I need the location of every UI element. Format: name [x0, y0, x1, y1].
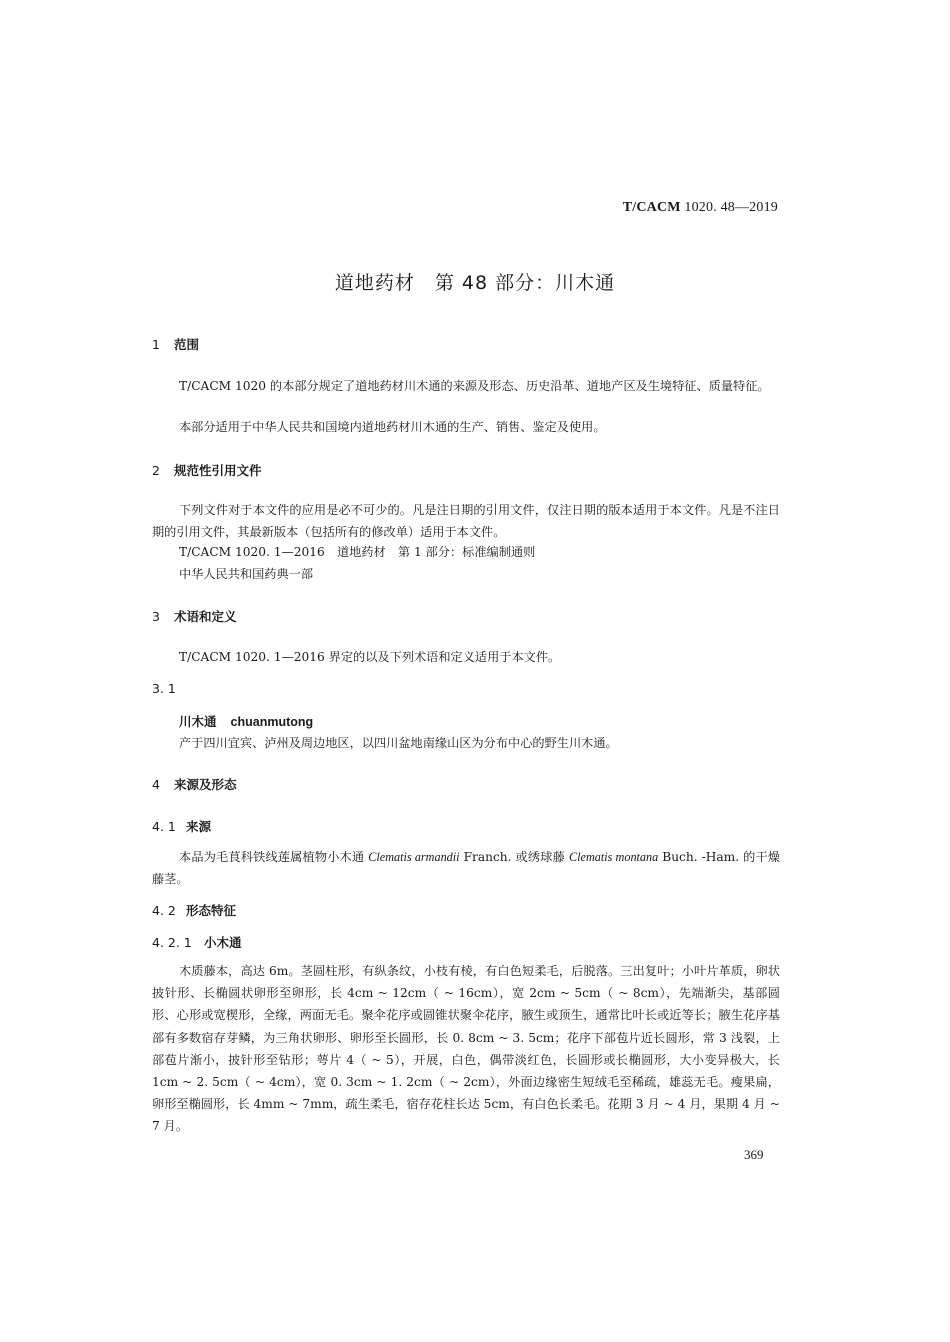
page-number: 369 [744, 1147, 764, 1162]
section-2-paragraph-1: 下列文件对于本文件的应用是必不可少的。凡是注日期的引用文件，仅注日期的版本适用于本文件。凡是不注日期的引用文件，其最新版本（包括所有的修改单）适用于本文件。 [152, 503, 780, 540]
latin-name: Clematis armandii [368, 850, 460, 864]
section-number: 2 [152, 463, 160, 478]
section-4-2-1-heading [152, 933, 242, 951]
subsection-3-1-number [152, 681, 176, 696]
term-definition: 产于四川宜宾、泸州及周边地区，以四川盆地南缘山区为分布中心的野生川木通。 [179, 736, 618, 750]
section-number: 3. 1 [152, 681, 176, 696]
section-title: 规范性引用文件 [174, 463, 262, 478]
section-title: 范围 [174, 337, 200, 352]
document-title: 道地药材 第 48 部分：川木通 [334, 272, 616, 294]
text-run: Franch. 或绣球藤 [459, 850, 570, 864]
text-run: 本品为毛茛科铁线莲属植物小木通 [179, 850, 369, 864]
section-number: 3 [152, 609, 160, 624]
reference-item: T/CACM 1020. 1—2016 道地药材 第 1 部分：标准编制通则 [179, 545, 536, 559]
text-run: Buch. -Ham. 的干燥藤茎。 [152, 850, 781, 887]
latin-name: Clematis montana [569, 850, 659, 864]
section-1-paragraph-2: 本部分适用于中华人民共和国境内道地药材川木通的生产、销售、鉴定及使用。 [179, 420, 606, 434]
section-4-1-heading [152, 817, 211, 835]
section-4-1-paragraph [152, 846, 780, 890]
section-1-paragraph-1: T/CACM 1020 的本部分规定了道地药材川木通的来源及形态、历史沿革、道地产区及生境特征、质量特征。 [179, 379, 770, 393]
section-3-paragraph-1: T/CACM 1020. 1—2016 界定的以及下列术语和定义适用于本文件。 [179, 650, 561, 664]
section-1-heading [152, 335, 199, 353]
standard-code [623, 200, 778, 216]
section-title: 来源及形态 [174, 777, 237, 792]
section-4-2-heading [152, 901, 236, 919]
section-number: 4 [152, 777, 160, 792]
section-number: 4. 2 [152, 903, 176, 918]
section-number: 4. 2. 1 [152, 935, 192, 950]
section-title: 小木通 [204, 935, 242, 950]
standard-prefix: T/CACM [622, 200, 681, 215]
term-chinese: 川木通 [179, 714, 217, 729]
section-4-2-1-paragraph: 木质藤本，高达 6m。茎圆柱形，有纵条纹，小枝有棱，有白色短柔毛，后脱落。三出复叶；小叶片革质，卵状披针形、长椭圆状卵形至卵形，长 4cm ~ 12cm（ ~ 16cm），宽 2cm ~ 5cm（ ~ 8cm），先端渐尖，基部圆形、心形或宽楔形，全缘，两面无毛。聚伞花序或圆锥状聚伞花序，腋生或顶生，通常比叶长或近等长；腋生花序基部有多数宿存芽鳞，为三角状卵形、卵形至长圆形，长 0. 8cm ~ 3. 5cm；花序下部苞片近长圆形，常 3 浅裂，上部苞片渐小，披针形至钻形；萼片 4（ ~ 5），开展，白色，偶带淡红色，长圆形或长椭圆形，大小变异极大，长 1cm ~ 2. 5cm（ ~ 4cm），宽 0. 3cm ~ 1. 2cm（ ~ 2cm），外面边缘密生短绒毛至稀疏，雄蕊无毛。瘦果扁，卵形至椭圆形，长 4mm ~ 7mm，疏生柔毛，宿存花柱长达 5cm，有白色长柔毛。花期 3 月 ~ 4 月，果期 4 月 ~ 7 月。 [152, 964, 780, 1134]
term-entry [179, 712, 313, 730]
standard-number: 1020. 48—2019 [680, 200, 778, 215]
section-number: 4. 1 [152, 819, 176, 834]
section-title: 来源 [186, 819, 212, 834]
section-3-heading [152, 607, 237, 625]
reference-item: 中华人民共和国药典一部 [179, 567, 314, 581]
term-english: chuanmutong [230, 715, 314, 729]
section-number: 1 [152, 337, 160, 352]
section-4-heading [152, 775, 237, 793]
section-title: 形态特征 [186, 903, 237, 918]
section-2-heading [152, 461, 262, 479]
section-title: 术语和定义 [174, 609, 237, 624]
